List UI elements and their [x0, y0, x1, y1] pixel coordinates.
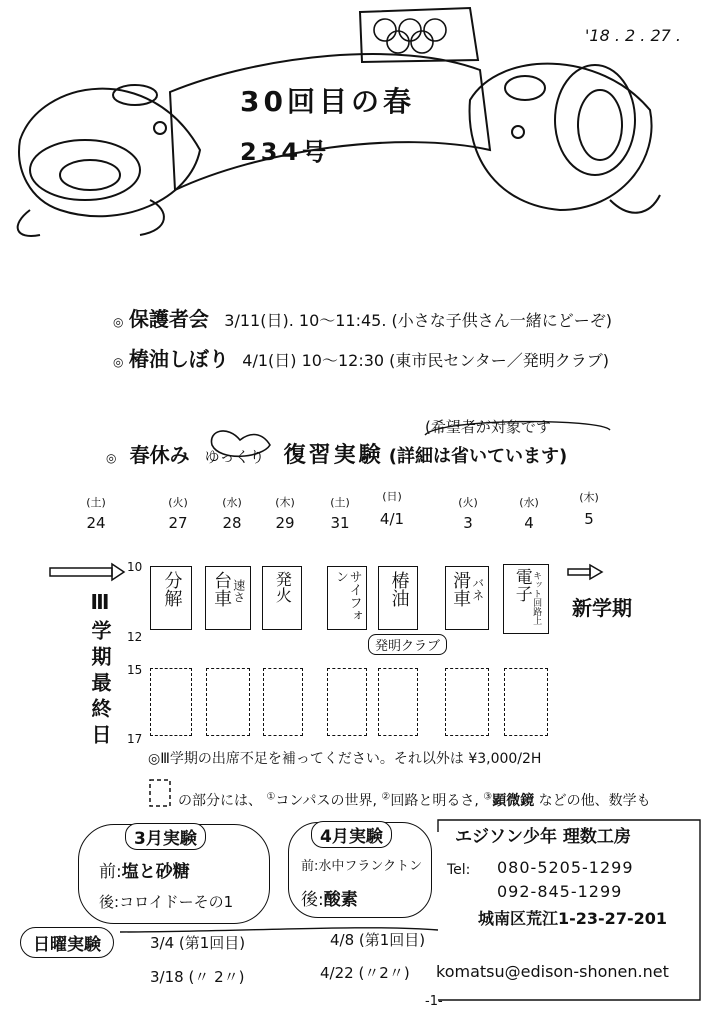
afternoon-slot [327, 668, 367, 736]
session-main: 滑車 [450, 571, 472, 607]
schedule-date: 4/1 [379, 510, 405, 528]
session-main: 発火 [273, 571, 293, 603]
shop-tel-landline: 092-845-1299 [497, 882, 623, 901]
schedule-weekday: (木) [579, 491, 599, 504]
item-number: ① [266, 791, 276, 803]
afternoon-slot [378, 668, 418, 736]
session-main: 椿油 [388, 571, 410, 607]
march-after-value: コロイドーその1 [119, 893, 234, 911]
schedule-date: 5 [584, 510, 594, 528]
schedule-date: 28 [222, 514, 242, 532]
session-main: 分解 [161, 571, 183, 607]
spring-bubble: ゆっくり [204, 448, 265, 466]
session-box-cart [205, 566, 251, 630]
schedule-weekday: (水) [519, 496, 539, 509]
term-end-label: Ⅲ学期最終日 [88, 590, 112, 750]
schedule-weekday: (日) [382, 490, 402, 503]
event-marker: ◎ [113, 355, 124, 369]
april-before-value: 水中フランクトン [318, 859, 423, 874]
club-label: 発明クラブ [368, 634, 447, 655]
time-label: 10 [127, 560, 143, 574]
sunday-title: 日曜実験 [20, 927, 114, 958]
sunday-march-2: 3/18 (〃 2〃) [150, 968, 245, 986]
legend-dashed-box [150, 780, 170, 806]
march-before-value: 塩と砂糖 [121, 862, 190, 882]
event-parents-meeting [113, 303, 612, 332]
session-box-electronics [503, 564, 549, 634]
left-arrow-icon [50, 564, 124, 580]
session-box-siphon [327, 566, 367, 630]
event-marker: ◎ [113, 315, 124, 329]
right-arrow-icon [568, 565, 602, 579]
issue-number: 234号 [240, 138, 331, 166]
session-box-decomposition [150, 566, 192, 630]
afternoon-item: ②回路と明るさ [381, 791, 475, 809]
issue-date: '18 . 2 . 27 . [585, 26, 681, 45]
afternoon-slot [206, 668, 250, 736]
schedule-weekday: (水) [222, 496, 242, 509]
march-row-before: 前:塩と砂糖 [99, 862, 190, 882]
page-number: -1- [425, 994, 443, 1009]
afternoon-note: の部分には、 ①コンパスの世界, ②回路と明るさ, ③顕微鏡 などの他、数学も [178, 791, 651, 809]
session-main: 電子 [511, 568, 532, 602]
april-after-value: 酸素 [323, 890, 358, 910]
afternoon-slot [263, 668, 303, 736]
schedule-date: 3 [463, 514, 473, 532]
session-box-pulley [445, 566, 489, 630]
march-row-after: 後:コロイドーその1 [99, 893, 234, 911]
spring-subtitle: 復習実験 [283, 443, 384, 468]
afternoon-note-suffix: などの他、数学も [538, 793, 651, 809]
right-character-icon [470, 64, 660, 213]
shop-tel-label: Tel: [447, 862, 471, 878]
banner-ribbon [170, 54, 490, 190]
afternoon-note-prefix: の部分には、 [178, 793, 262, 809]
session-box-camellia [378, 566, 418, 630]
item-number: ③ [483, 791, 493, 803]
march-experiment-card [78, 824, 270, 924]
event-details: 3/11(日). 10～11:45. (小さな子供さん一緒にどーぞ) [224, 311, 613, 330]
april-row-after: 後:酸素 [301, 890, 358, 910]
session-box-ignition [262, 566, 302, 630]
attendance-note: ◎Ⅲ学期の出席不足を補ってください。それ以外は ¥3,000/2H [148, 751, 542, 767]
afternoon-slot [445, 668, 489, 736]
spring-heading [106, 438, 567, 469]
session-main: 台車 [211, 571, 233, 607]
schedule-date: 27 [168, 514, 188, 532]
schedule-date: 31 [330, 514, 350, 532]
event-camellia-oil [113, 343, 609, 372]
sunday-april-1: 4/8 (第1回目) [330, 931, 426, 949]
event-name: 椿油しぼり [128, 347, 229, 371]
time-label: 15 [127, 663, 143, 677]
time-label: 17 [127, 732, 143, 746]
afternoon-item: ①コンパスの世界 [266, 791, 373, 809]
spring-marker: ◎ [106, 451, 117, 465]
afternoon-slot [504, 668, 548, 736]
sunday-march-1: 3/4 (第1回目) [150, 934, 246, 952]
session-sub: 速さ [231, 579, 246, 603]
schedule-weekday: (土) [330, 496, 350, 509]
march-title: 3月実験 [125, 823, 206, 850]
schedule-weekday: (火) [168, 496, 188, 509]
spring-title: 春休み [129, 443, 190, 467]
spring-target-note: (希望者が対象です [425, 418, 551, 436]
schedule-date: 24 [86, 514, 106, 532]
event-details: 4/1(日) 10～12:30 (東市民センター／発明クラブ) [242, 351, 610, 370]
afternoon-slot [150, 668, 192, 736]
spring-note: (詳細は省いています) [388, 446, 568, 467]
time-label: 12 [127, 630, 143, 644]
banner-title: 30回目の春 [240, 85, 415, 118]
new-term-label: 新学期 [572, 596, 632, 620]
schedule-weekday: (土) [86, 496, 106, 509]
april-row-before: 前:水中フランクトン [301, 859, 423, 874]
shop-tel-mobile: 080-5205-1299 [497, 858, 634, 877]
schedule-weekday: (木) [275, 496, 295, 509]
session-main: サイフォン [333, 570, 362, 622]
schedule-weekday: (火) [458, 496, 478, 509]
schedule-date: 29 [275, 514, 295, 532]
april-title: 4月実験 [311, 821, 392, 848]
shop-name: エジソン少年 理数工房 [455, 827, 631, 847]
shop-address: 城南区荒江1-23-27-201 [478, 909, 667, 928]
session-sub: キット回路上 [531, 571, 542, 625]
shop-email: komatsu@edison-shonen.net [432, 962, 673, 981]
schedule-date: 4 [524, 514, 534, 532]
afternoon-item: ③顕微鏡 [483, 791, 535, 809]
april-experiment-card [288, 822, 432, 918]
item-number: ② [381, 791, 391, 803]
sunday-april-2: 4/22 (〃2〃) [320, 964, 410, 982]
event-name: 保護者会 [128, 307, 209, 331]
session-sub: バネ [470, 577, 485, 601]
